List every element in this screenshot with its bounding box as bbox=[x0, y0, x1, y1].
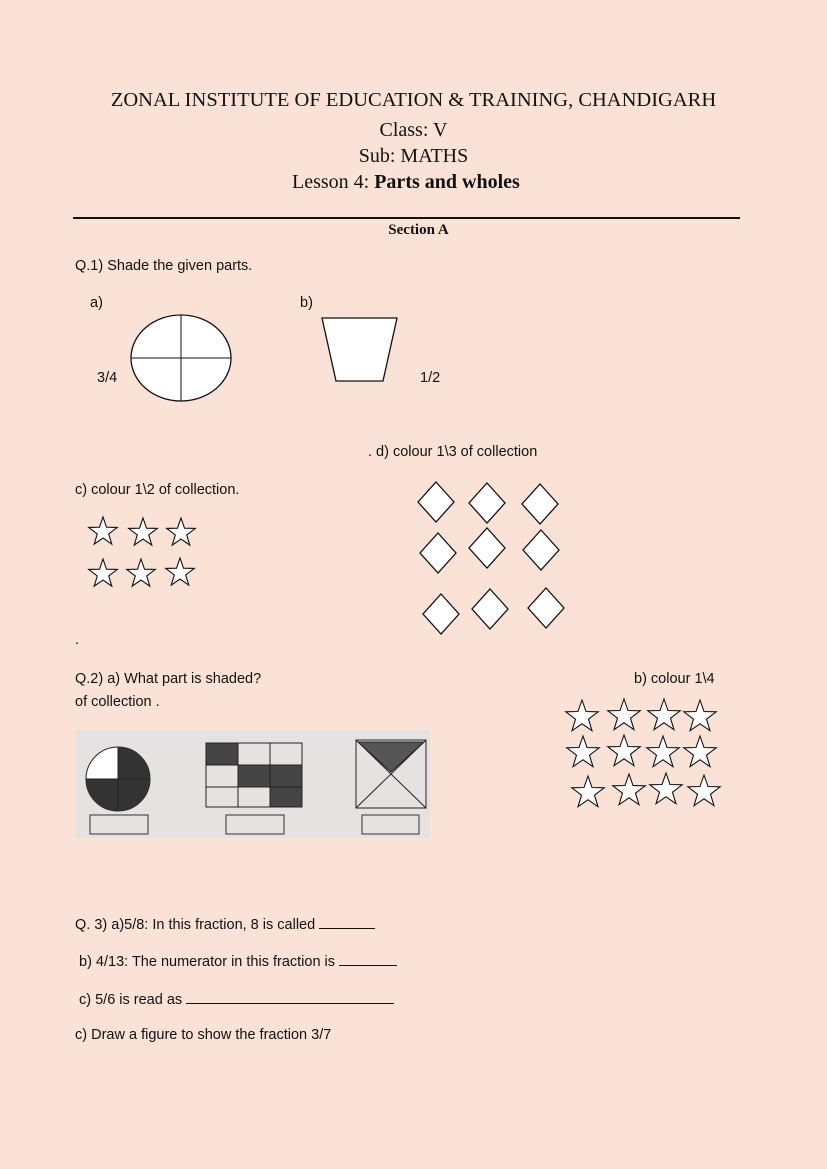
shaded-circle bbox=[86, 747, 150, 811]
section-heading: Section A bbox=[388, 222, 449, 238]
q1-d-prompt: . d) colour 1\3 of collection bbox=[368, 444, 538, 460]
star-icon[interactable] bbox=[650, 773, 682, 804]
q3-a bbox=[75, 915, 375, 933]
q3-b-blank[interactable] bbox=[339, 952, 397, 966]
q1-c-prompt: c) colour 1\2 of collection. bbox=[75, 482, 240, 498]
stray-dot: . bbox=[75, 632, 80, 648]
star-icon[interactable] bbox=[613, 774, 645, 805]
star-icon[interactable] bbox=[688, 775, 720, 806]
institute-title: ZONAL INSTITUTE OF EDUCATION & TRAINING, CHANDIGARH bbox=[110, 89, 717, 111]
lesson-title: Parts and wholes bbox=[374, 171, 520, 193]
q1-a-label: a) bbox=[90, 295, 103, 311]
q3-b bbox=[79, 952, 397, 970]
class-label: Class: V bbox=[379, 119, 448, 141]
q3-d: c) Draw a figure to show the fraction 3/7 bbox=[75, 1027, 332, 1043]
q1-b-label: b) bbox=[300, 295, 313, 311]
q1-b-fraction: 1/2 bbox=[420, 370, 441, 386]
q1-a-fraction: 3/4 bbox=[97, 370, 118, 386]
q3-c bbox=[79, 990, 394, 1008]
q3-b-text: b) 4/13: The numerator in this fraction is bbox=[79, 954, 336, 970]
star-icon[interactable] bbox=[608, 699, 640, 730]
q3-c-text: c) 5/6 is read as bbox=[79, 992, 183, 1008]
star-icon[interactable] bbox=[608, 735, 640, 766]
shaded-parts-image bbox=[75, 730, 430, 838]
star-icon[interactable] bbox=[684, 700, 716, 731]
star-icon[interactable] bbox=[572, 776, 604, 807]
subject-label: Sub: MATHS bbox=[358, 145, 469, 167]
q2-prompt-cont: of collection . bbox=[75, 694, 160, 710]
q2-b-prompt: b) colour 1\4 bbox=[634, 671, 715, 687]
q3-a-blank[interactable] bbox=[319, 915, 375, 929]
q3-c-blank[interactable] bbox=[186, 990, 394, 1004]
lesson-prefix: Lesson 4: bbox=[292, 171, 375, 193]
star-icon[interactable] bbox=[567, 736, 599, 767]
q3-a-text: Q. 3) a)5/8: In this fraction, 8 is called bbox=[75, 917, 316, 933]
star-icon[interactable] bbox=[684, 736, 716, 767]
star-icon[interactable] bbox=[566, 700, 598, 731]
star-icon[interactable] bbox=[648, 699, 680, 730]
q1-prompt: Q.1) Shade the given parts. bbox=[75, 258, 253, 274]
star-icon[interactable] bbox=[647, 736, 679, 767]
q2-prompt: Q.2) a) What part is shaded? bbox=[75, 671, 262, 687]
